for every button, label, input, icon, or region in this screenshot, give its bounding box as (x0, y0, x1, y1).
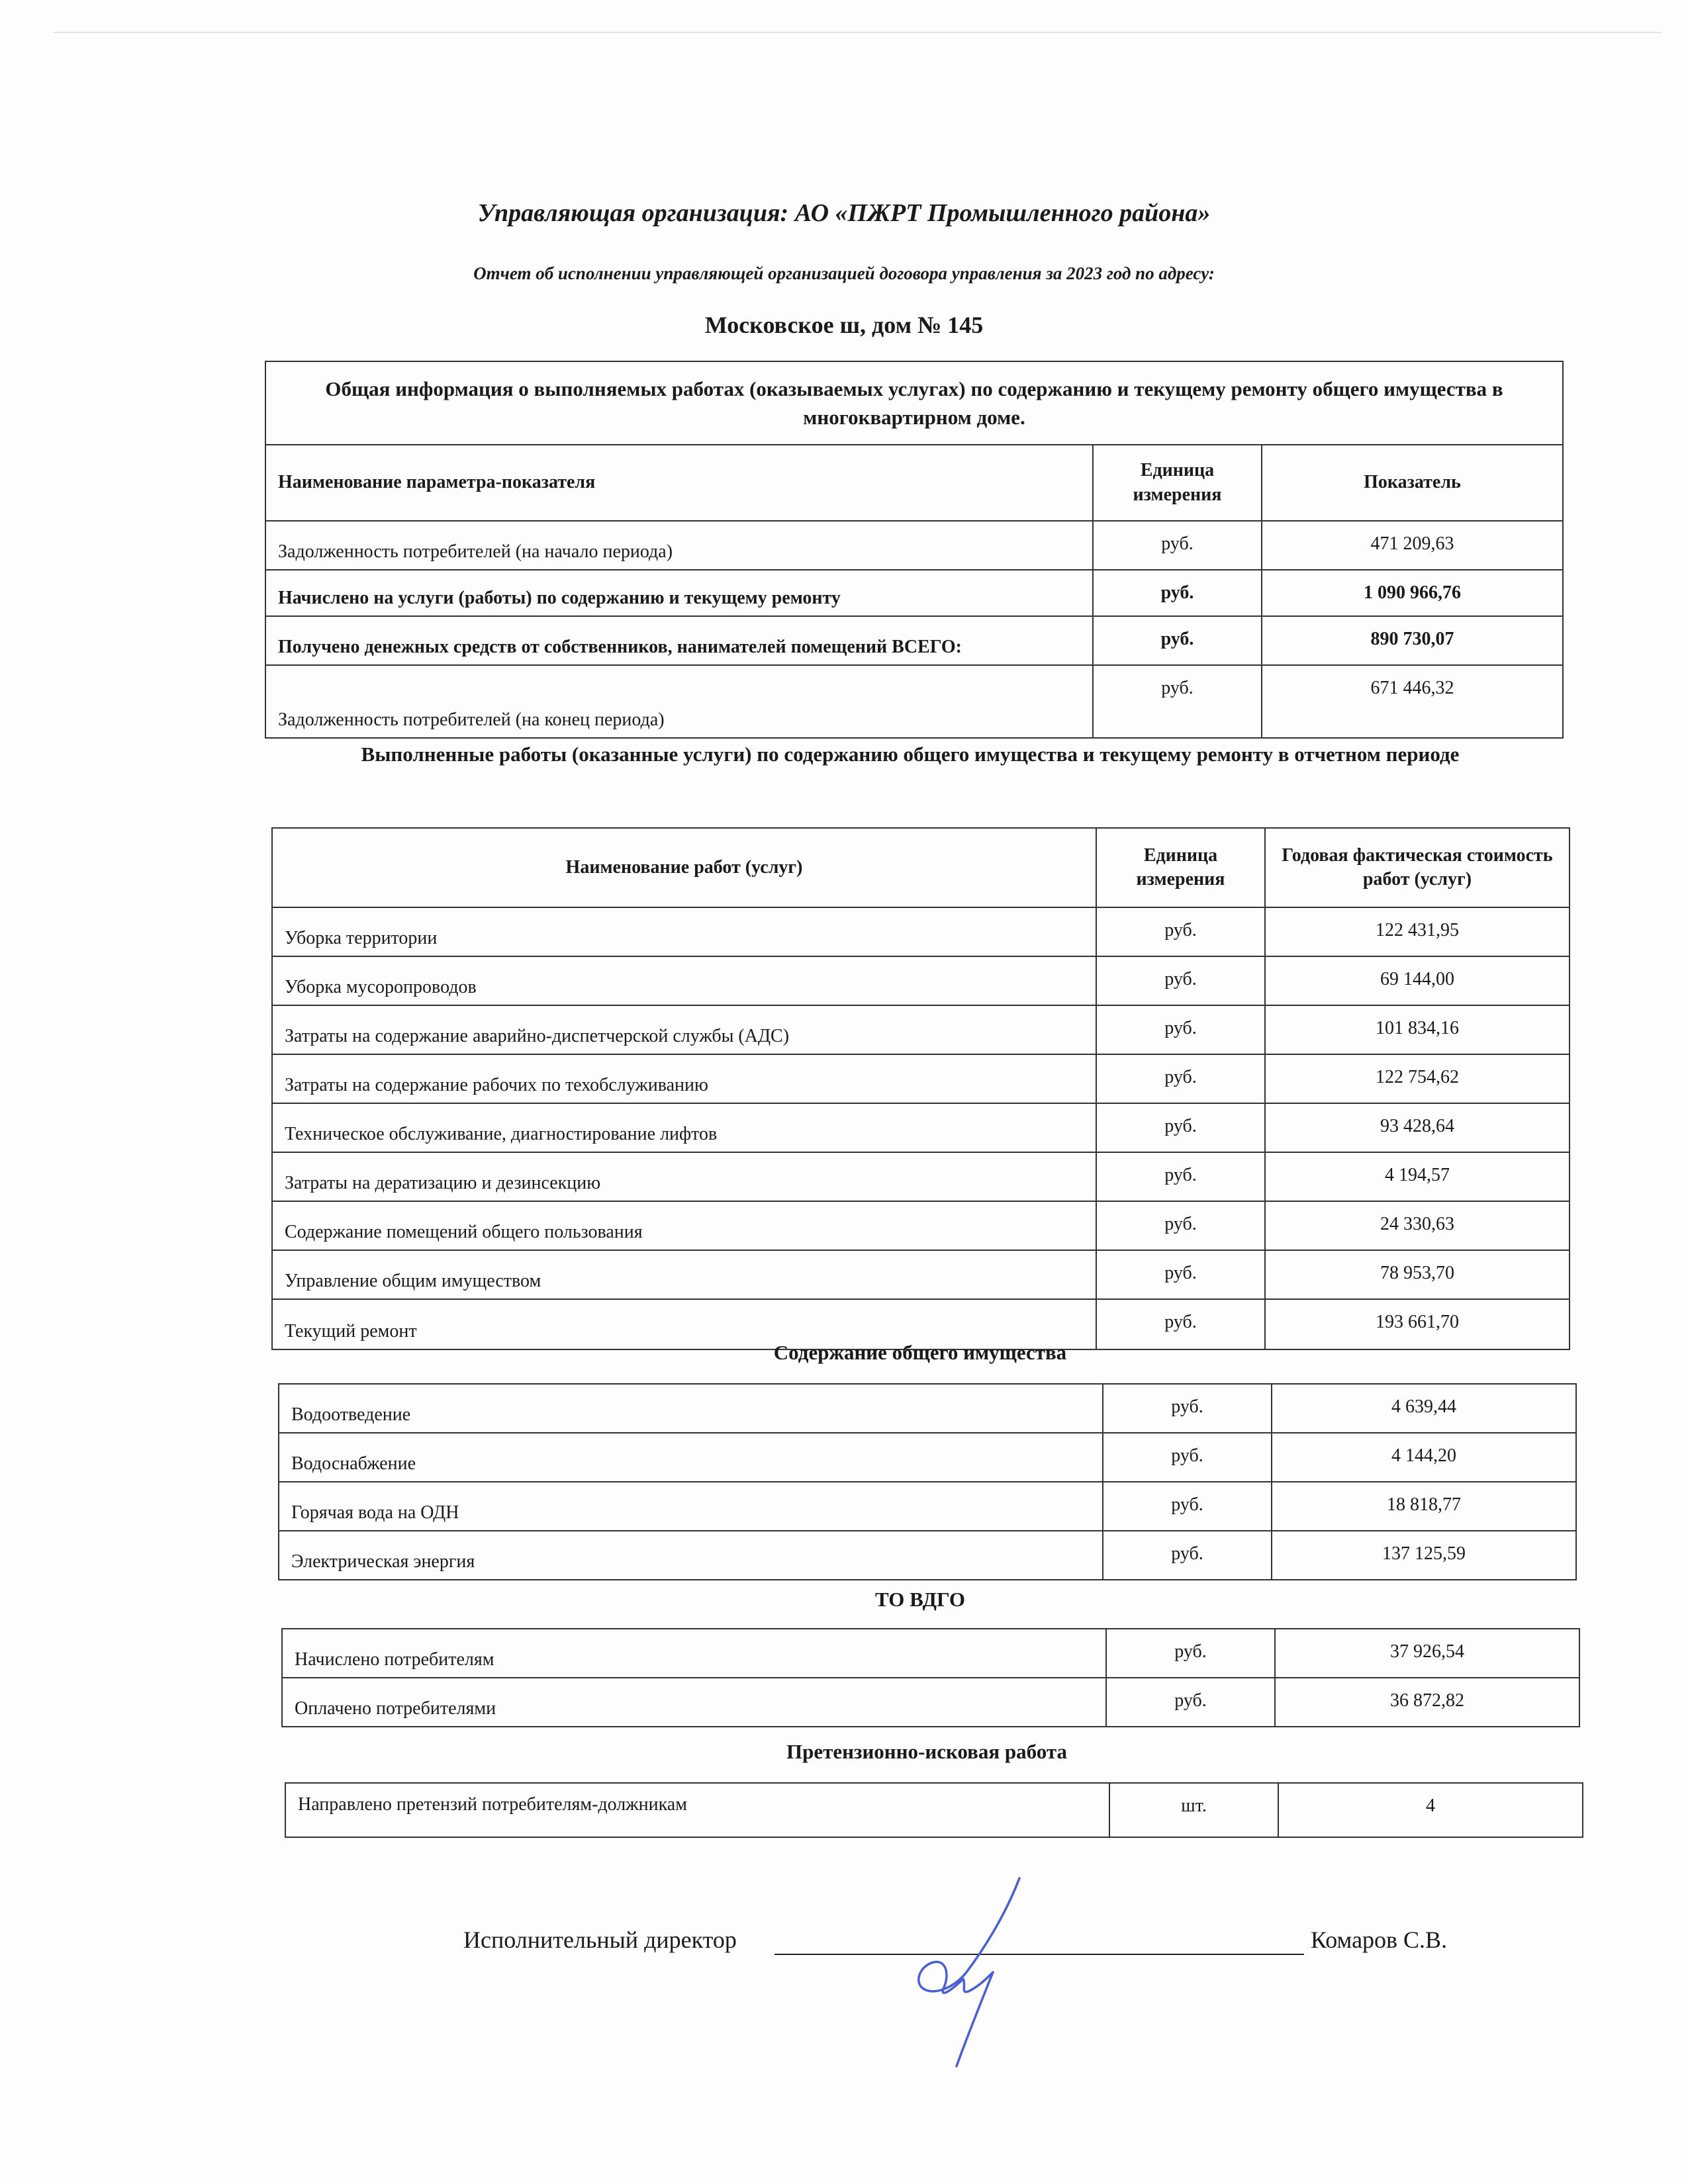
column-header-parameter: Наименование параметра-показателя (265, 445, 1093, 521)
organization-title: Управляющая организация: АО «ПЖРТ Промышленного района» (477, 199, 1211, 227)
row-name: Уборка мусоропроводов (272, 956, 1096, 1005)
row-value: 24 330,63 (1265, 1201, 1570, 1250)
row-unit: руб. (1103, 1531, 1272, 1580)
table-row (279, 1482, 1576, 1531)
table-row (265, 521, 1563, 570)
row-value: 37 926,54 (1275, 1629, 1579, 1678)
row-value: 890 730,07 (1262, 616, 1563, 665)
table-row (279, 1531, 1576, 1580)
maintenance-table (278, 1383, 1577, 1580)
row-value: 4 (1278, 1783, 1583, 1837)
row-unit: руб. (1106, 1678, 1275, 1727)
table-row (272, 907, 1570, 956)
row-unit: руб. (1096, 1005, 1265, 1054)
table-row (272, 1201, 1570, 1250)
row-name: Содержание помещений общего пользования (272, 1201, 1096, 1250)
row-value: 69 144,00 (1265, 956, 1570, 1005)
table-row (265, 665, 1563, 738)
row-name: Задолженность потребителей (на конец периода) (265, 665, 1093, 738)
row-name: Начислено потребителям (282, 1629, 1106, 1678)
table-row (272, 1005, 1570, 1054)
row-name: Затраты на содержание аварийно-диспетчерской службы (АДС) (272, 1005, 1096, 1054)
claims-section-title: Претензионно-исковая работа (786, 1740, 1067, 1763)
column-header-annual-cost: Годовая фактическая стоимость работ (услуг) (1265, 828, 1570, 907)
row-unit: руб. (1103, 1384, 1272, 1433)
signer-name: Комаров С.В. (1311, 1927, 1448, 1953)
row-name: Получено денежных средств от собственников, нанимателей помещений ВСЕГО: (265, 616, 1093, 665)
row-value: 93 428,64 (1265, 1103, 1570, 1152)
row-unit: руб. (1093, 665, 1262, 738)
signer-position: Исполнительный директор (463, 1927, 737, 1953)
row-unit: руб. (1096, 907, 1265, 956)
table-row (282, 1629, 1579, 1678)
table-row (279, 1384, 1576, 1433)
row-unit: руб. (1096, 1152, 1265, 1201)
row-name: Начислено на услуги (работы) по содержанию и текущему ремонту (265, 570, 1093, 616)
scan-edge-line (53, 32, 1662, 33)
general-info-title: Общая информация о выполняемых работах (оказываемых услугах) по содержанию и текущему ремонту общего имущества в многоквартирном доме. (265, 361, 1563, 445)
row-name: Водоотведение (279, 1384, 1103, 1433)
row-unit: руб. (1096, 1103, 1265, 1152)
row-unit: руб. (1096, 1054, 1265, 1103)
row-unit: руб. (1096, 1201, 1265, 1250)
row-name: Горячая вода на ОДН (279, 1482, 1103, 1531)
row-value: 36 872,82 (1275, 1678, 1579, 1727)
row-unit: руб. (1093, 570, 1262, 616)
address-title: Московское ш, дом № 145 (704, 312, 984, 338)
row-value: 1 090 966,76 (1262, 570, 1563, 616)
row-name: Задолженность потребителей (на начало периода) (265, 521, 1093, 570)
handwritten-signature (894, 1873, 1039, 2071)
row-value: 122 431,95 (1265, 907, 1570, 956)
table-row (272, 956, 1570, 1005)
row-name: Уборка территории (272, 907, 1096, 956)
table-row (265, 616, 1563, 665)
row-name: Затраты на дератизацию и дезинсекцию (272, 1152, 1096, 1201)
table-row (265, 570, 1563, 616)
row-value: 137 125,59 (1272, 1531, 1576, 1580)
row-value: 4 144,20 (1272, 1433, 1576, 1482)
column-header-unit: Единица измерения (1096, 828, 1265, 907)
row-unit: руб. (1093, 616, 1262, 665)
general-info-table (265, 361, 1564, 739)
table-row (272, 1250, 1570, 1299)
row-value: 471 209,63 (1262, 521, 1563, 570)
row-unit: шт. (1109, 1783, 1278, 1837)
row-value: 671 446,32 (1262, 665, 1563, 738)
row-value: 4 639,44 (1272, 1384, 1576, 1433)
row-unit: руб. (1106, 1629, 1275, 1678)
works-table (271, 827, 1570, 1350)
table-row (279, 1433, 1576, 1482)
row-name: Водоснабжение (279, 1433, 1103, 1482)
row-value: 4 194,57 (1265, 1152, 1570, 1201)
row-name: Техническое обслуживание, диагностирование лифтов (272, 1103, 1096, 1152)
table-row (285, 1783, 1583, 1837)
column-header-work-name: Наименование работ (услуг) (272, 828, 1096, 907)
row-name: Оплачено потребителями (282, 1678, 1106, 1727)
table-row (272, 1152, 1570, 1201)
row-unit: руб. (1103, 1433, 1272, 1482)
row-value: 78 953,70 (1265, 1250, 1570, 1299)
row-unit: руб. (1093, 521, 1262, 570)
signature-line (774, 1954, 1304, 1955)
row-name: Направлено претензий потребителям-должникам (285, 1783, 1109, 1837)
row-name: Управление общим имуществом (272, 1250, 1096, 1299)
table-row (272, 1054, 1570, 1103)
report-title: Отчет об исполнении управляющей организацией договора управления за 2023 год по адресу: (473, 263, 1215, 283)
row-value: 101 834,16 (1265, 1005, 1570, 1054)
row-unit: руб. (1096, 956, 1265, 1005)
claims-table (285, 1782, 1583, 1838)
table-row (282, 1678, 1579, 1727)
row-name: Текущий ремонт (272, 1299, 1096, 1349)
works-section-title: Выполненные работы (оказанные услуги) по содержанию общего имущества и текущему ремонту в отчетном периоде (361, 743, 1460, 766)
column-header-indicator: Показатель (1262, 445, 1563, 521)
vdgo-section-title: ТО ВДГО (874, 1588, 966, 1611)
row-name: Затраты на содержание рабочих по техобслуживанию (272, 1054, 1096, 1103)
vdgo-table (281, 1628, 1580, 1727)
maintenance-section-title: Содержание общего имущества (773, 1341, 1067, 1364)
row-value: 193 661,70 (1265, 1299, 1570, 1349)
row-name: Электрическая энергия (279, 1531, 1103, 1580)
row-value: 122 754,62 (1265, 1054, 1570, 1103)
column-header-unit: Единица измерения (1093, 445, 1262, 521)
row-unit: руб. (1103, 1482, 1272, 1531)
row-unit: руб. (1096, 1250, 1265, 1299)
row-value: 18 818,77 (1272, 1482, 1576, 1531)
table-row (272, 1103, 1570, 1152)
row-unit: руб. (1096, 1299, 1265, 1349)
